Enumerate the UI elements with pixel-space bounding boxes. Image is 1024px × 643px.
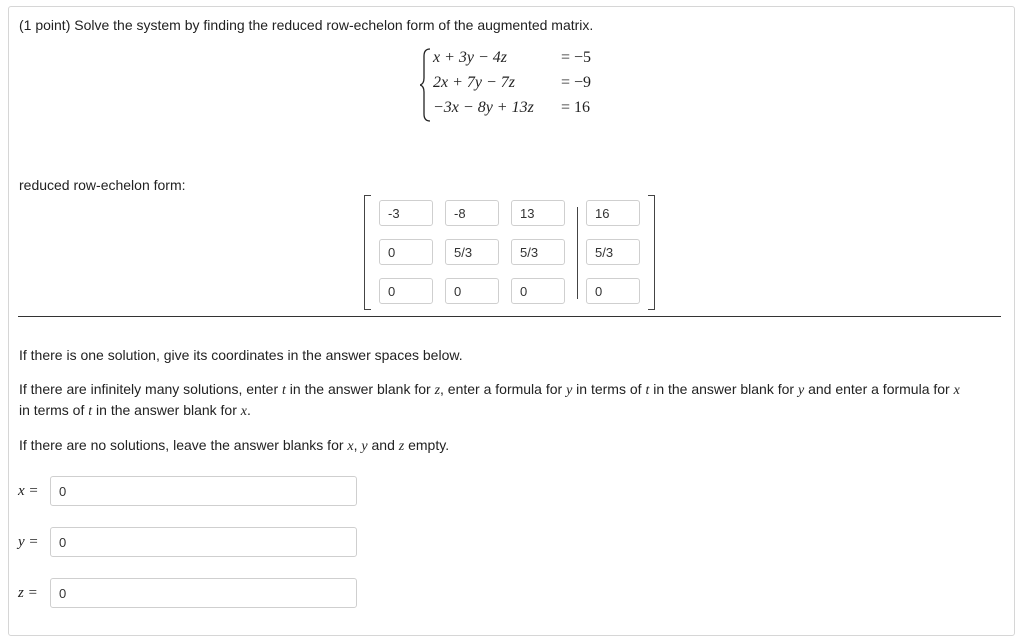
instruction-text: and enter a formula for [804, 381, 954, 397]
var-t: t [282, 383, 286, 398]
answer-z-input[interactable] [50, 578, 357, 608]
matrix-cell-r1-c4[interactable] [586, 200, 640, 226]
instruction-infinite-line2 [19, 402, 251, 420]
var-y: y [361, 439, 368, 454]
matrix-right-bracket [648, 195, 655, 310]
matrix-cell-r3-c3[interactable] [511, 278, 565, 304]
matrix-cell-r3-c2[interactable] [445, 278, 499, 304]
var-y: y [797, 383, 805, 398]
matrix-cell-r1-c1[interactable] [379, 200, 433, 226]
instruction-text: empty. [404, 437, 450, 453]
var-x: x [953, 383, 960, 398]
instruction-text: in the answer blank for [92, 402, 241, 418]
instruction-no-solution [19, 437, 449, 455]
matrix-left-bracket [364, 195, 371, 310]
answer-y-label: y = [18, 534, 39, 550]
instruction-text: If there are no solutions, leave the answer blanks for [19, 437, 348, 453]
instruction-text: in terms of [572, 381, 646, 397]
matrix-cell-r1-c3[interactable] [511, 200, 565, 226]
answer-x-input[interactable] [50, 476, 357, 506]
instruction-infinite-line1 [19, 381, 960, 399]
instruction-text: and [367, 437, 399, 453]
instruction-text: , enter a formula for [440, 381, 567, 397]
answer-x-label: x = [18, 483, 39, 499]
instruction-text: , [353, 437, 362, 453]
section-divider [18, 316, 1001, 317]
var-t: t [645, 383, 650, 398]
var-x: x [347, 439, 354, 454]
matrix-cell-r3-c1[interactable] [379, 278, 433, 304]
instruction-text: in the answer blank for [649, 381, 798, 397]
matrix-cell-r2-c2[interactable] [445, 239, 499, 265]
instruction-text: in the answer blank for [285, 381, 435, 397]
instruction-text: . [247, 402, 251, 418]
equation-3-rhs: = 16 [561, 99, 591, 116]
var-x: x [240, 404, 247, 419]
matrix-cell-r3-c4[interactable] [586, 278, 640, 304]
matrix-cell-r2-c1[interactable] [379, 239, 433, 265]
matrix-cell-r2-c4[interactable] [586, 239, 640, 265]
var-t: t [88, 404, 93, 419]
augment-divider [577, 207, 578, 299]
matrix-cell-r1-c2[interactable] [445, 200, 499, 226]
equation-1-lhs: x + 3y − 4z [433, 49, 508, 66]
equation-2-lhs: 2x + 7y − 7z [433, 74, 516, 91]
equation-1-rhs: = −5 [561, 49, 592, 66]
instruction-one-solution: If there is one solution, give its coordinates in the answer spaces below. [19, 347, 463, 363]
instruction-text: in terms of [19, 402, 89, 418]
var-z: z [398, 439, 405, 454]
var-z: z [434, 383, 441, 398]
var-y: y [566, 383, 573, 398]
problem-header: (1 point) Solve the system by finding the reduced row-echelon form of the augmented matrix. [19, 17, 594, 33]
answer-z-label: z = [18, 585, 38, 601]
system-brace [420, 48, 432, 122]
instruction-text: If there are infinitely many solutions, enter [19, 381, 283, 397]
matrix-cell-r2-c3[interactable] [511, 239, 565, 265]
rref-label: reduced row-echelon form: [19, 177, 186, 193]
equation-2-rhs: = −9 [561, 74, 592, 91]
answer-y-input[interactable] [50, 527, 357, 557]
equation-3-lhs: −3x − 8y + 13z [433, 99, 534, 116]
